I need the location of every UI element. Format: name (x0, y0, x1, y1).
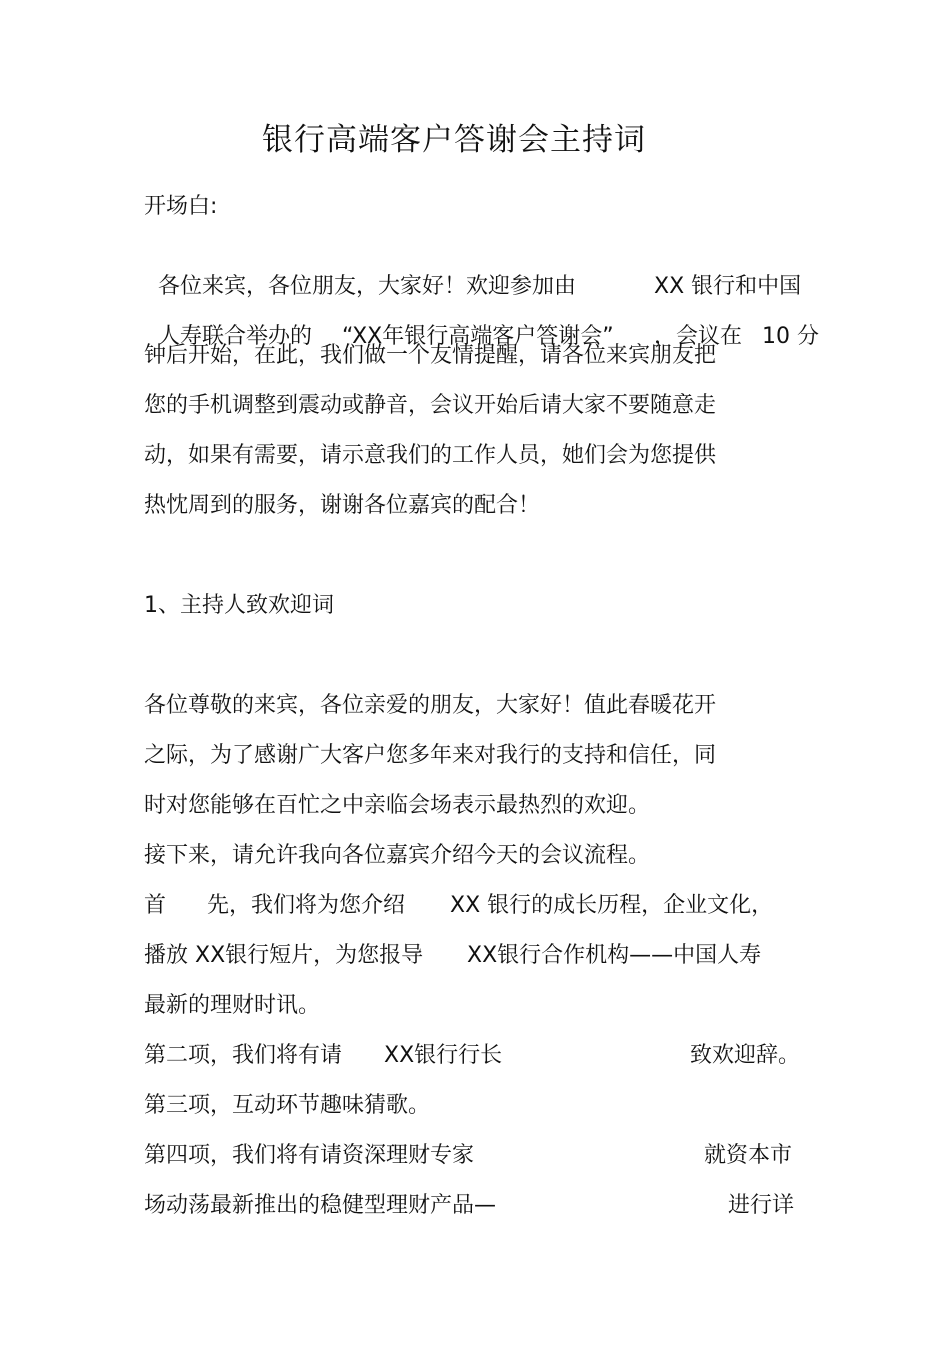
paragraph-line: 之际，为了感谢广大客户您多年来对我行的支持和信任，同 (144, 743, 717, 768)
paragraph-line: 钟后开始，在此，我们做一个友情提醒，请各位来宾朋友把 (144, 343, 717, 368)
paragraph-line: 最新的理财时讯。 (144, 993, 321, 1018)
paragraph-line: 首 (144, 893, 167, 918)
paragraph-line: 第二项，我们将有请 (144, 1043, 343, 1068)
paragraph-line: XX银行行长 (384, 1043, 503, 1068)
paragraph-line: 第三项，互动环节趣味猜歌。 (144, 1093, 431, 1118)
paragraph-line: 您的手机调整到震动或静音，会议开始后请大家不要随意走 (144, 393, 717, 418)
opening-heading: 开场白: (144, 194, 218, 219)
paragraph-line: 场动荡最新推出的稳健型理财产品— (144, 1193, 497, 1218)
text-fragment: 人寿联合举办的 (158, 324, 313, 349)
paragraph-line: 就资本市 (704, 1143, 793, 1168)
paragraph-line (748, 292, 819, 352)
paragraph-line: 接下来，请允许我向各位嘉宾介绍今天的会议流程。 (144, 843, 651, 868)
paragraph-line: 先，我们将为您介绍 (207, 893, 406, 918)
paragraph-line: 第四项，我们将有请资深理财专家 (144, 1143, 475, 1168)
paragraph-line: 致欢迎辞。 (690, 1043, 801, 1068)
document-title: 银行高端客户答谢会主持词 (262, 122, 646, 158)
paragraph-line: 播放 XX银行短片，为您报导 (144, 943, 424, 968)
paragraph-line: 热忱周到的服务，谢谢各位嘉宾的配合！ (144, 493, 541, 518)
text-fragment: “XX年银行高端客户答谢会” (342, 324, 614, 349)
paragraph-line: 时对您能够在百忙之中亲临会场表示最热烈的欢迎。 (144, 793, 651, 818)
paragraph-line: XX 银行的成长历程，企业文化， (450, 893, 774, 918)
paragraph-line: XX银行合作机构——中国人寿 (467, 943, 762, 968)
text-fragment: 10 分 (762, 324, 819, 349)
paragraph-line: 进行详 (728, 1193, 795, 1218)
section-heading: 1、主持人致欢迎词 (144, 593, 334, 618)
paragraph-line: 动，如果有需要，请示意我们的工作人员，她们会为您提供 (144, 443, 717, 468)
text-fragment: 各位来宾，各位朋友，大家好！欢迎参加由 (158, 274, 577, 299)
text-fragment: XX 银行和中国 (654, 274, 802, 299)
paragraph-line: 各位尊敬的来宾，各位亲爱的朋友，大家好！值此春暖花开 (144, 693, 717, 718)
text-fragment: ，会议在 (654, 324, 743, 349)
